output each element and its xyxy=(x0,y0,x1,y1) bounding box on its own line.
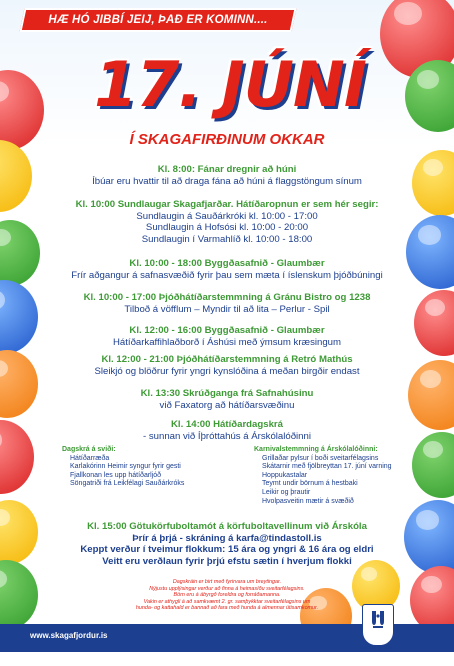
event-heading: Kl. 8:00: Fánar dregnir að húni xyxy=(157,164,297,175)
top-banner-text: HÆ HÓ JIBBÍ JEIJ, ÞAÐ ER KOMINN.... xyxy=(48,14,268,26)
program-stage-header: Dagskrá á sviði: xyxy=(62,446,116,453)
event-heading: Kl. 14:00 Hátíðardagskrá xyxy=(171,419,283,430)
crest-icon xyxy=(370,609,386,631)
event-detail: Frír aðgangur á safnasvæðið fyrir þau sem mæta í íslenskum þjóðbúningi xyxy=(71,269,383,281)
list-item: Hvolpasveitin mætir á svæðið xyxy=(262,497,354,505)
event-flags xyxy=(40,164,414,187)
event-detail: Tilboð á vöfflum – Myndir til að lita – Perlur - Spil xyxy=(124,303,330,315)
balloon-4 xyxy=(0,280,38,354)
list-item: Karlakórinn Heimir syngur fyrir gesti xyxy=(70,463,181,471)
event-detail: Sundlaugin á Hofsósi kl. 10:00 - 20:00 xyxy=(145,222,309,234)
website-link[interactable]: www.skagafjordur.is xyxy=(30,631,108,640)
event-detail: við Faxatorg að hátíðarsvæðinu xyxy=(159,399,295,411)
event-coffee xyxy=(40,325,414,348)
top-banner xyxy=(19,8,296,32)
event-heading: Kl. 13:30 Skrúðganga frá Safnahúsinu xyxy=(140,388,314,399)
balloon-1 xyxy=(0,70,44,150)
event-heading: Kl. 10:00 - 18:00 Byggðasafnið - Glaumbær xyxy=(129,258,325,269)
balloon-11 xyxy=(412,150,454,216)
balloon-2 xyxy=(0,140,32,212)
balloon-8 xyxy=(0,560,38,630)
event-detail: Íbúar eru hvattir til að draga fána að húni á flaggstöngum sínum xyxy=(92,175,362,187)
event-heading: Kl. 10:00 Sundlaugar Skagafjarðar. Hátíðaropnun er sem hér segir: xyxy=(75,199,379,210)
footnote-line: Börn eru á ábyrgð foreldra og forráðamanna. xyxy=(173,592,281,599)
event-basketball xyxy=(40,521,414,567)
program-stage xyxy=(62,446,184,489)
event-detail: Sundlaugin í Varmahlíð kl. 10:00 - 18:00 xyxy=(141,233,313,245)
page-subtitle: Í SKAGAFIRÐINUM OKKAR xyxy=(129,131,325,148)
title-block xyxy=(80,40,380,130)
event-parade xyxy=(40,388,414,411)
list-item: Leikir og þrautir xyxy=(262,488,311,496)
balloon-5 xyxy=(0,350,38,418)
balloon-15 xyxy=(412,432,454,498)
footnote-line: Vakin er athygli á að samkvæmt 2. gr. samþykktar sveitarfélagsins um xyxy=(143,598,311,605)
event-heading: Kl. 15:00 Götukörfuboltamót á körfuboltavellinum við Árskóla xyxy=(87,521,367,532)
event-museum xyxy=(40,258,414,281)
event-detail: Veitt eru verðlaun fyrir þrjú efstu sætin í hverjum flokki xyxy=(102,555,352,567)
program-carnival-header: Karnivalstemmning á Árskólalóðinni: xyxy=(254,446,378,453)
event-retro xyxy=(40,354,414,377)
event-detail: Þrír á þrjá - skráning á karfa@tindastoll.is xyxy=(132,532,322,544)
event-detail: Keppt verður í tveimur flokkum: 15 ára og yngri & 16 ára og eldri xyxy=(80,544,374,556)
balloon-14 xyxy=(408,360,454,430)
footnote-line: Dagskráin er birt með fyrirvara um breytingar. xyxy=(172,579,282,585)
program-carnival xyxy=(254,446,392,506)
event-heading: Kl. 12:00 - 21:00 Þjóðhátíðarstemmning á Retró Mathús xyxy=(101,354,353,365)
list-item: Fjallkonan les upp hátíðarljóð xyxy=(70,471,162,479)
balloon-7 xyxy=(0,500,38,564)
list-item: Skátarnir með fjölbreyttan 17. júní varning xyxy=(262,463,392,471)
page-title: 17. JÚNÍ xyxy=(94,48,366,121)
balloon-6 xyxy=(0,420,34,494)
event-detail: Sundlaugin á Sauðárkróki kl. 10:00 - 17:00 xyxy=(136,210,318,222)
balloon-13 xyxy=(414,290,454,356)
footnotes xyxy=(100,579,354,612)
skagafjordur-logo xyxy=(362,604,394,646)
list-item: Söngatriði frá Leikfélagi Sauðárkróks xyxy=(70,480,185,488)
footnote-line: Nýjustu upplýsingar verður að finna á heimasíðu sveitarfélagsins. xyxy=(149,585,305,592)
event-grana-bistro xyxy=(40,292,414,315)
balloon-3 xyxy=(0,220,40,286)
event-detail: Sleikjó og blöðrur fyrir yngri kynslóðina á meðan birgðir endast xyxy=(94,365,360,377)
logo-text: Skagafjörður xyxy=(360,645,394,651)
event-heading: Kl. 10:00 - 17:00 Þjóðhátíðarstemmning á Gránu Bistro og 1238 xyxy=(83,292,371,303)
event-detail: Hátíðarkaffihlaðborð í Áshúsi með ýmsum kræsingum xyxy=(112,336,342,348)
event-detail: - sunnan við Íþróttahús á Árskólalóðinni xyxy=(143,430,311,442)
event-heading: Kl. 12:00 - 16:00 Byggðasafnið - Glaumbær xyxy=(129,325,325,336)
event-program xyxy=(40,419,414,442)
list-item: Teymt undir börnum á hestbaki xyxy=(262,480,358,488)
event-pools xyxy=(40,199,414,245)
footnote-line: hunda- og kattahald er bannað að fara með hunda á almennar útisamkomur. xyxy=(135,605,319,612)
list-item: Hátíðarræða xyxy=(70,454,110,462)
list-item: Grillaðar pylsur í boði sveitarfélagsins xyxy=(262,454,379,462)
list-item: Hoppukastalar xyxy=(262,471,308,479)
